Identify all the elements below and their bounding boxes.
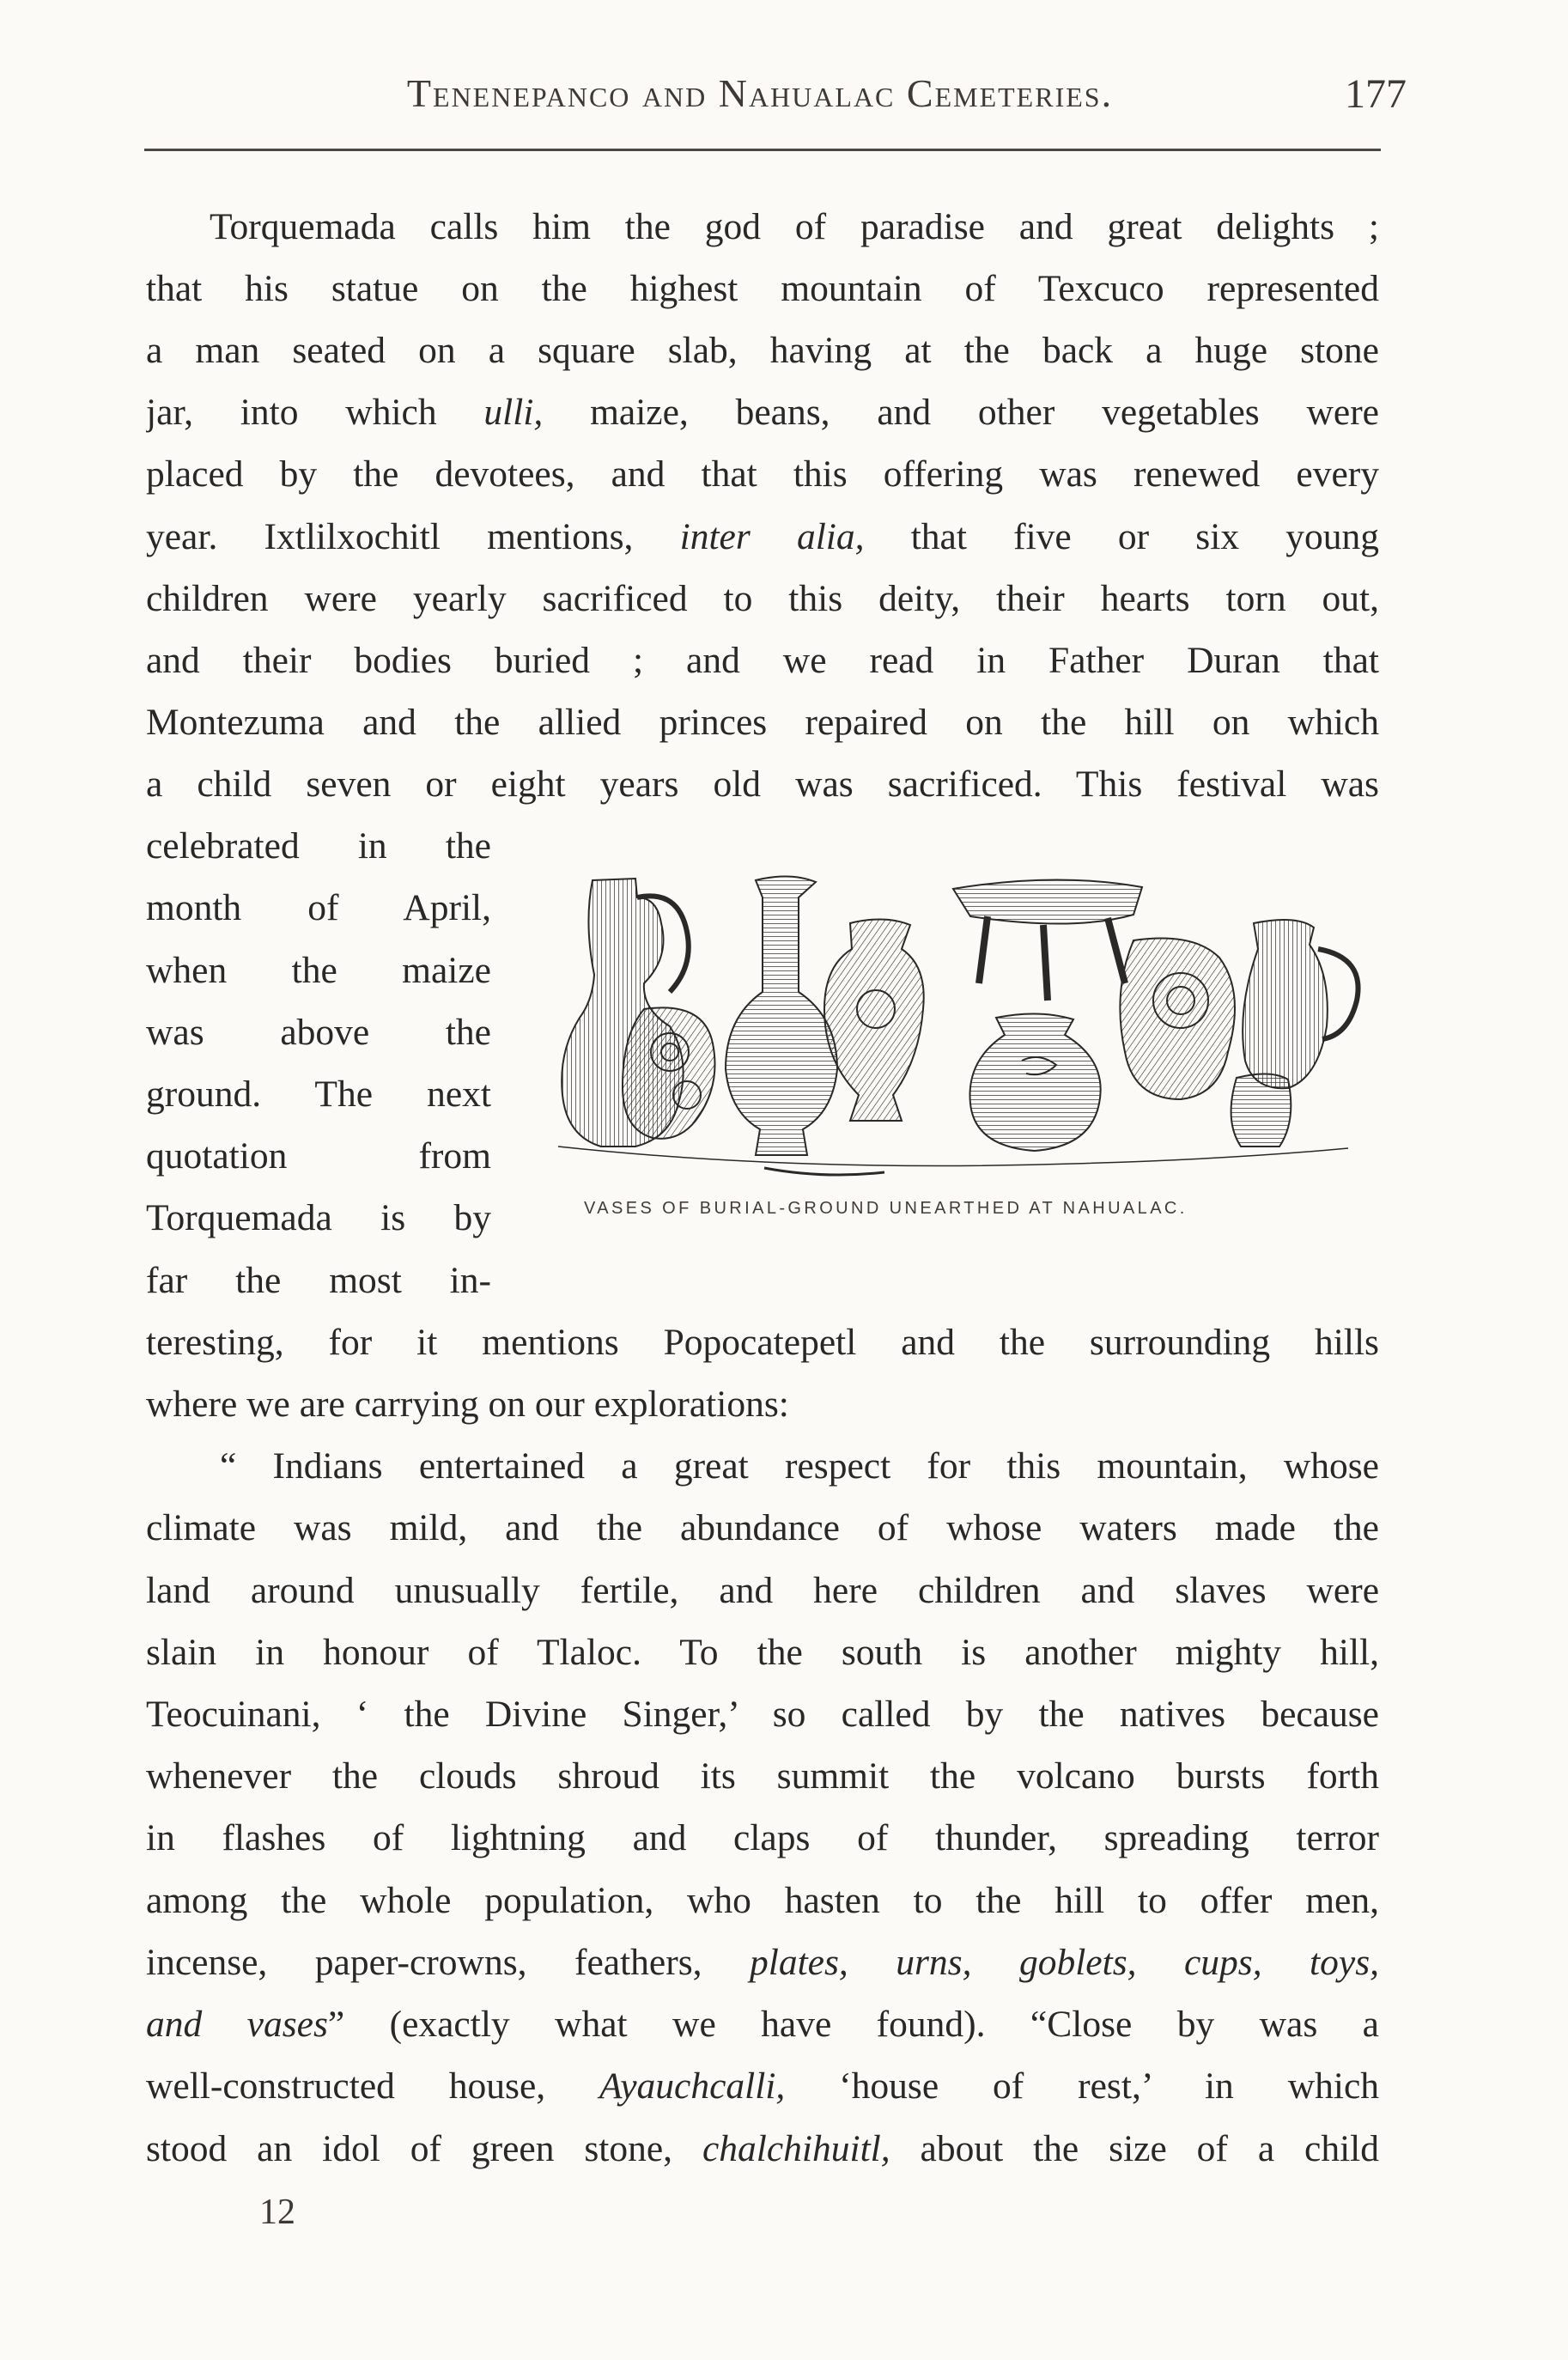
quote-line: “ Indians entertained a great respect for this mountain, whose: [220, 1445, 1379, 1487]
header-rule: [144, 149, 1381, 151]
quote-line: among the whole population, who hasten to the hill to offer men,: [146, 1880, 1379, 1921]
text-line: and their bodies buried ; and we read in Father Duran that: [146, 640, 1379, 681]
quote-line: Teocuinani, ‘ the Divine Singer,’ so called by the natives because: [146, 1694, 1379, 1735]
italic-term: and vases: [146, 2004, 328, 2045]
quote-line: whenever the clouds shroud its summit the volcano bursts forth: [146, 1755, 1379, 1797]
italic-term: inter alia,: [679, 516, 865, 557]
text-line: children were yearly sacrificed to this deity, their hearts torn out,: [146, 578, 1379, 619]
quote-line: stood an idol of green stone, chalchihuitl, about the size of a child: [146, 2128, 1379, 2169]
quote-line: land around unusually fertile, and here children and slaves were: [146, 1570, 1379, 1611]
signature-mark: 12: [259, 2193, 295, 2232]
text-line: a man seated on a square slab, having at the back a huge stone: [146, 330, 1379, 371]
text-line: quotation from: [146, 1135, 491, 1177]
text-line: Montezuma and the allied princes repaired on the hill on which: [146, 702, 1379, 743]
text-line: celebrated in the: [146, 825, 491, 867]
italic-term: Ayauchcalli,: [599, 2065, 786, 2107]
quote-line: in flashes of lightning and claps of thunder, spreading terror: [146, 1817, 1379, 1858]
text-line: a child seven or eight years old was sacrificed. This festival was: [146, 763, 1379, 805]
text-line: year. Ixtlilxochitl mentions, inter alia, that five or six young: [146, 516, 1379, 557]
quote-line: well-constructed house, Ayauchcalli, ‘house of rest,’ in which: [146, 2065, 1379, 2107]
text-line: that his statue on the highest mountain of Texcuco represented: [146, 268, 1379, 309]
text-line: Torquemada is by: [146, 1197, 491, 1238]
text-line: jar, into which ulli, maize, beans, and other vegetables were: [146, 392, 1379, 433]
vases-engraving: [541, 863, 1383, 1189]
running-header-title: Tenenepanco and Nahualac Cemeteries.: [406, 71, 1114, 115]
text-line: far the most in-: [146, 1260, 491, 1301]
page-number: 177: [1345, 71, 1407, 117]
text-line: ground. The next: [146, 1074, 491, 1115]
text-line: when the maize: [146, 950, 491, 991]
quote-line: incense, paper-crowns, feathers, plates, urns, goblets, cups, toys,: [146, 1942, 1379, 1983]
quote-line: slain in honour of Tlaloc. To the south is another mighty hill,: [146, 1632, 1379, 1673]
text-line: where we are carrying on our explorations:: [146, 1384, 789, 1425]
text-line: teresting, for it mentions Popocatepetl and the surrounding hills: [146, 1322, 1379, 1363]
italic-term: ulli,: [483, 392, 544, 433]
text-line: was above the: [146, 1012, 491, 1053]
text-line: month of April,: [146, 887, 491, 928]
text-line: placed by the devotees, and that this offering was renewed every: [146, 453, 1379, 495]
quote-line: and vases” (exactly what we have found). “Close by was a: [146, 2004, 1379, 2045]
figure-caption: VASES OF BURIAL-GROUND UNEARTHED AT NAHUALAC.: [584, 1199, 1188, 1218]
italic-term: plates, urns, goblets, cups, toys,: [750, 1942, 1379, 1983]
text-line: Torquemada calls him the god of paradise and great delights ;: [210, 206, 1379, 247]
quote-line: climate was mild, and the abundance of whose waters made the: [146, 1507, 1379, 1548]
italic-term: chalchihuitl,: [702, 2128, 890, 2169]
